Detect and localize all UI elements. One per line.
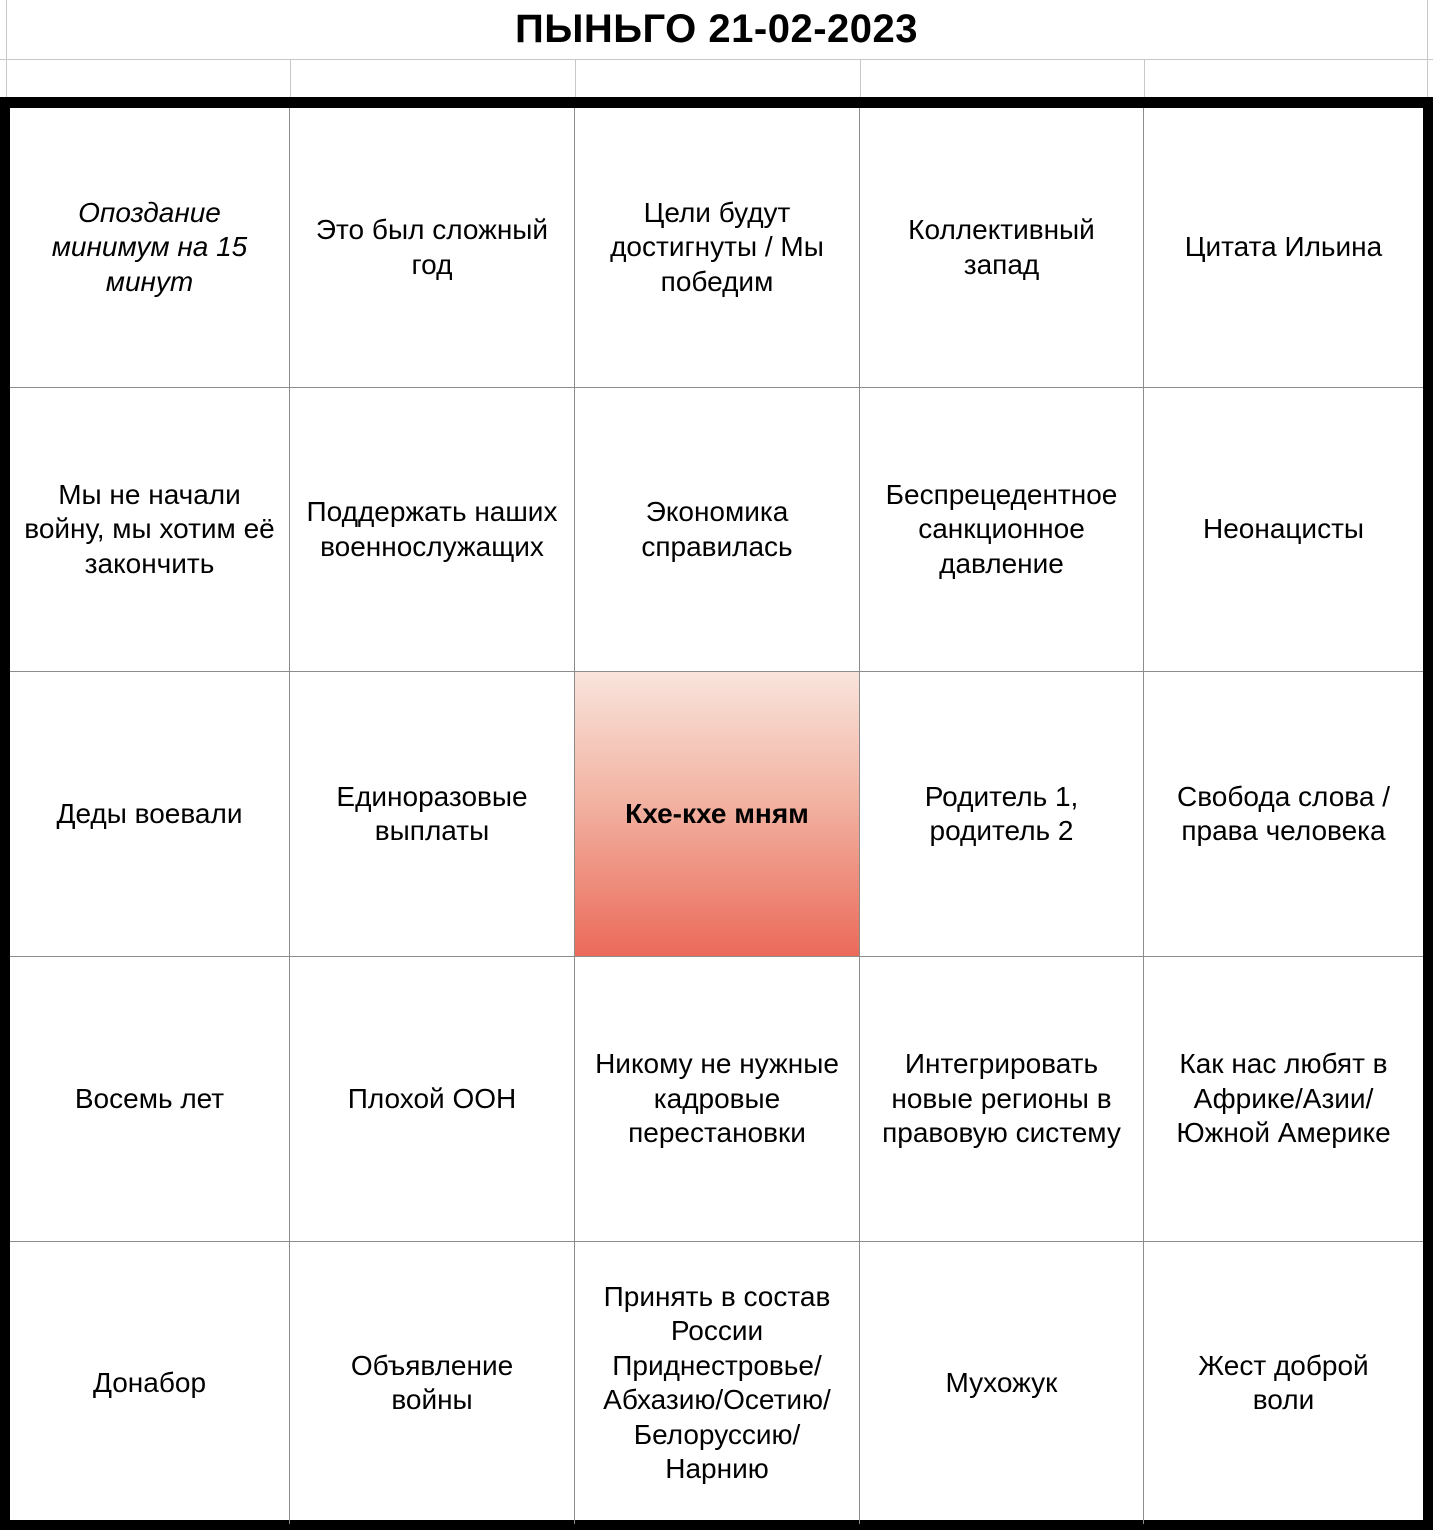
cell-text: Коллективный запад xyxy=(908,214,1095,280)
cell-text: Свобода слова / права человека xyxy=(1177,780,1390,846)
cell-text: Плохой ООН xyxy=(347,1082,517,1114)
bingo-cell[interactable] xyxy=(290,672,575,957)
bingo-cell[interactable] xyxy=(860,672,1144,957)
bingo-cell[interactable] xyxy=(290,957,575,1242)
bingo-cell[interactable] xyxy=(860,1242,1144,1524)
bingo-cell[interactable] xyxy=(860,108,1144,388)
grid-line xyxy=(6,0,7,59)
cell-text: Родитель 1, родитель 2 xyxy=(924,780,1079,846)
cell-text: Это был сложный год xyxy=(315,214,549,280)
bingo-cell[interactable] xyxy=(1144,1242,1423,1524)
cell-text: Экономика справилась xyxy=(641,496,793,562)
cell-text: Беспрецедентное санкционное давление xyxy=(885,478,1118,579)
cell-text: Цели будут достигнуты / Мы победим xyxy=(610,196,824,297)
bingo-cell[interactable] xyxy=(575,388,860,672)
bingo-center-free-cell[interactable] xyxy=(575,672,860,957)
grid-line xyxy=(1427,0,1428,59)
bingo-cell[interactable] xyxy=(860,957,1144,1242)
bingo-cell[interactable] xyxy=(1144,957,1423,1242)
grid-line xyxy=(1427,60,1428,98)
bingo-cell[interactable] xyxy=(290,108,575,388)
bingo-cell[interactable] xyxy=(10,388,290,672)
cell-text: Мы не начали войну, мы хотим её закончить xyxy=(24,478,275,579)
title-row xyxy=(0,0,1433,60)
bingo-cell[interactable] xyxy=(575,957,860,1242)
bingo-cell[interactable] xyxy=(10,1242,290,1524)
cell-text: Жест доброй воли xyxy=(1198,1349,1369,1415)
cell-text: Неонацисты xyxy=(1202,513,1365,545)
cell-text: Как нас любят в Африке/Азии/ Южной Америке xyxy=(1176,1048,1391,1149)
bingo-cell[interactable] xyxy=(575,1242,860,1524)
cell-text: Донабор xyxy=(92,1366,207,1398)
grid-line xyxy=(860,60,861,98)
cell-text: Объявление войны xyxy=(350,1349,514,1415)
bingo-cell[interactable] xyxy=(10,108,290,388)
grid-line xyxy=(290,60,291,98)
cell-text: Мухожук xyxy=(945,1366,1058,1398)
bingo-cell[interactable] xyxy=(10,957,290,1242)
bingo-cell[interactable] xyxy=(290,388,575,672)
bingo-cell[interactable] xyxy=(290,1242,575,1524)
bingo-cell[interactable] xyxy=(1144,388,1423,672)
grid-line xyxy=(1144,60,1145,98)
cell-text: Единоразовые выплаты xyxy=(336,780,528,846)
cell-text: Опоздание минимум на 15 минут xyxy=(51,196,248,297)
empty-spreadsheet-row xyxy=(0,60,1433,98)
cell-text: Деды воевали xyxy=(56,797,243,829)
bingo-cell[interactable] xyxy=(1144,672,1423,957)
bingo-board xyxy=(0,97,1433,1530)
cell-text: Цитата Ильина xyxy=(1184,231,1383,263)
cell-text: Интегрировать новые регионы в правовую систему xyxy=(882,1048,1121,1149)
bingo-cell[interactable] xyxy=(860,388,1144,672)
bingo-cell[interactable] xyxy=(575,108,860,388)
bingo-cell[interactable] xyxy=(10,672,290,957)
cell-text: Поддержать наших военнослужащих xyxy=(306,496,558,562)
page-title: ПЫНЬГО 21-02-2023 xyxy=(514,7,919,51)
cell-text: Никому не нужные кадровые перестановки xyxy=(595,1048,839,1149)
grid-line xyxy=(6,60,7,98)
bingo-cell[interactable] xyxy=(1144,108,1423,388)
cell-text: Восемь лет xyxy=(74,1082,225,1114)
grid-line xyxy=(575,60,576,98)
cell-text: Кхе-кхе мням xyxy=(625,797,809,829)
cell-text: Принять в состав России Приднестровье/ Абхазию/Осетию/ Белоруссию/ Нарнию xyxy=(603,1280,831,1484)
